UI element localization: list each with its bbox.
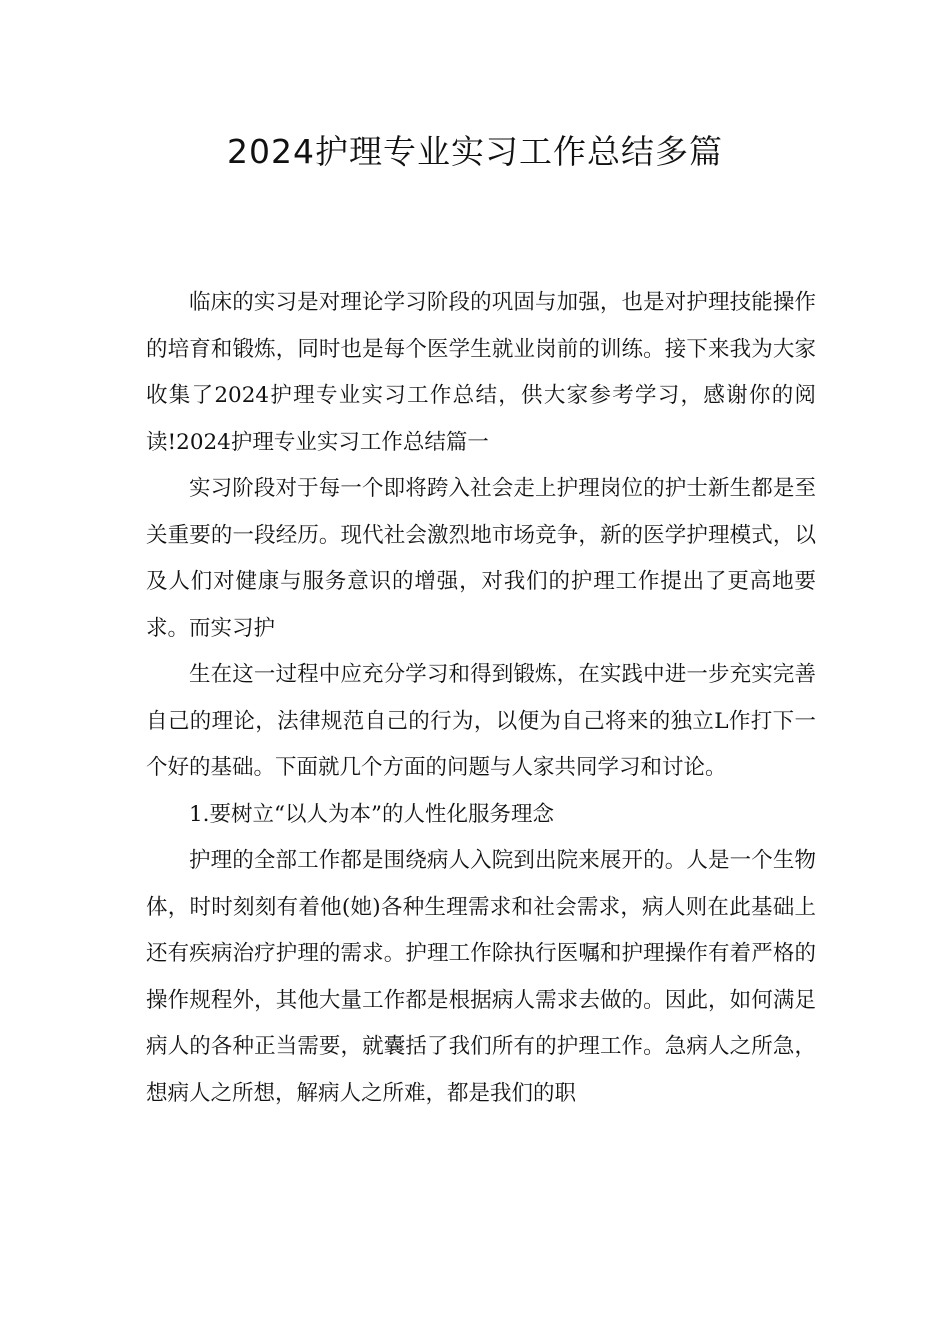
- paragraph-learning: 生在这一过程中应充分学习和得到锻炼，在实践中进一步充实完善自己的理论，法律规范自己的行为，以便为自己将来的独立L作打下一个好的基础。下面就几个方面的问题与人家共同学习和讨论。: [146, 662, 816, 780]
- paragraph-intro: 临床的实习是对理论学习阶段的巩固与加强，也是对护理技能操作的培育和锻炼，同时也是每个医学生就业岗前的训练。接下来我为大家收集了2024护理专业实习工作总结，供大家参考学习，感谢你的阅读!2024护理专业实习工作总结篇一: [146, 290, 816, 455]
- document-body: [146, 280, 816, 1117]
- paragraph-internship-stage: 实习阶段对于每一个即将跨入社会走上护理岗位的护士新生都是至关重要的一段经历。现代社会激烈地市场竞争，新的医学护理模式，以及人们对健康与服务意识的增强，对我们的护理工作提出了更高地要求。而实习护: [146, 476, 816, 641]
- section-heading-1: 1.要树立“以人为本”的人性化服务理念: [189, 801, 554, 827]
- paragraph-nursing-work: 护理的全部工作都是围绕病人入院到出院来展开的。人是一个生物体，时时刻刻有着他(她)各种生理需求和社会需求，病人则在此基础上还有疾病治疗护理的需求。护理工作除执行医嘱和护理操作有着严格的操作规程外，其他大量工作都是根据病人需求去做的。因此，如何满足病人的各种正当需要，就囊括了我们所有的护理工作。急病人之所急，想病人之所想，解病人之所难，都是我们的职: [146, 848, 816, 1106]
- document-title: 2024护理专业实习工作总结多篇: [227, 132, 723, 171]
